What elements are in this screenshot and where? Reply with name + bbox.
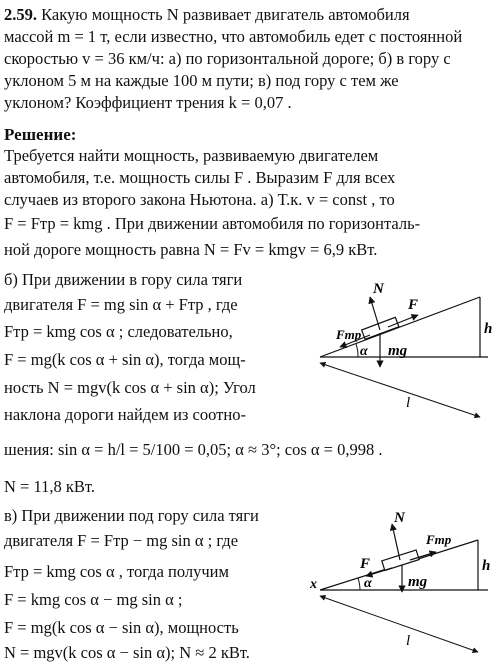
solution-line-17: F = kmg cos α − mg sin α ; <box>4 590 183 609</box>
normal-force-arrow <box>392 524 400 560</box>
problem-line-4: уклоном 5 м на каждые 100 м пути; в) под гору с тем же <box>4 71 399 90</box>
solution-line-13: N = 11,8 кВт. <box>4 477 95 496</box>
solution-line-4: F = Fтр = kmg . При движении автомобиля по горизонталь- <box>4 214 421 233</box>
solution-line-18: F = mg(k cos α − sin α), мощность <box>4 618 239 637</box>
solution-line-6: б) При движении в гору сила тяги <box>4 270 243 289</box>
solution-line-11: наклона дороги найдем из соотно- <box>4 405 246 424</box>
label-gravity: mg <box>408 574 428 590</box>
solution-line-15: двигателя F = Fтр − mg sin α ; где <box>4 531 239 550</box>
label-height: h <box>482 558 491 574</box>
problem-number: 2.59. <box>4 5 37 24</box>
incline-downhill-diagram <box>310 510 495 655</box>
label-height: h <box>484 321 493 337</box>
solution-line-10: ность N = mgv(k cos α + sin α); Угол <box>4 378 256 397</box>
solution-heading: Решение: <box>4 125 77 144</box>
solution-line-3: случаев из второго закона Ньютона. а) Т.к. v = const , то <box>4 190 395 209</box>
label-length: l <box>406 633 411 649</box>
label-normal: N <box>394 510 405 526</box>
solution-line-16: Fтр = kmg cos α , тогда получим <box>4 562 229 581</box>
solution-line-9: F = mg(k cos α + sin α), тогда мощ- <box>4 350 246 369</box>
angle-arc <box>358 578 360 590</box>
label-length: l <box>406 395 411 411</box>
solution-line-8: Fтр = kmg cos α ; следовательно, <box>4 322 233 341</box>
length-arrow <box>320 363 480 417</box>
label-friction: Fтр <box>336 327 362 342</box>
solution-line-2: автомобиля, т.е. мощность силы F . Выразим F для всех <box>4 168 396 187</box>
angle-arc <box>356 344 358 357</box>
label-gravity: mg <box>388 343 408 359</box>
label-force: F <box>408 297 419 313</box>
solution-line-7: двигателя F = mg sin α + Fтр , где <box>4 295 238 314</box>
incline-uphill-diagram <box>310 275 495 415</box>
problem-line-2: массой m = 1 т, если известно, что автомобиль едет с постоянной <box>4 27 463 46</box>
car-block <box>382 550 419 570</box>
label-axis-x: x <box>310 577 317 592</box>
label-angle: α <box>364 576 372 591</box>
label-angle: α <box>360 344 368 359</box>
label-force: F <box>360 556 371 572</box>
problem-text-1: Какую мощность N развивает двигатель автомобиля <box>41 5 410 24</box>
solution-line-12: шения: sin α = h/l = 5/100 = 0,05; α ≈ 3°; cos α = 0,998 . <box>4 440 383 459</box>
solution-line-19: N = mgv(k cos α − sin α); N ≈ 2 кВт. <box>4 643 250 662</box>
problem-line-3: скоростью v = 36 км/ч: а) по горизонтальной дороге; б) в гору с <box>4 49 451 68</box>
label-friction: Fтр <box>426 532 452 547</box>
solution-line-14: в) При движении под гору сила тяги <box>4 506 259 525</box>
solution-line-5: ной дороге мощность равна N = Fv = kmgv = 6,9 кВт. <box>4 240 378 259</box>
solution-line-1: Требуется найти мощность, развиваемую двигателем <box>4 146 379 165</box>
problem-line-5: уклоном? Коэффициент трения k = 0,07 . <box>4 93 292 112</box>
length-arrow <box>320 596 478 652</box>
label-normal: N <box>373 281 384 297</box>
problem-line-1 <box>4 4 410 25</box>
